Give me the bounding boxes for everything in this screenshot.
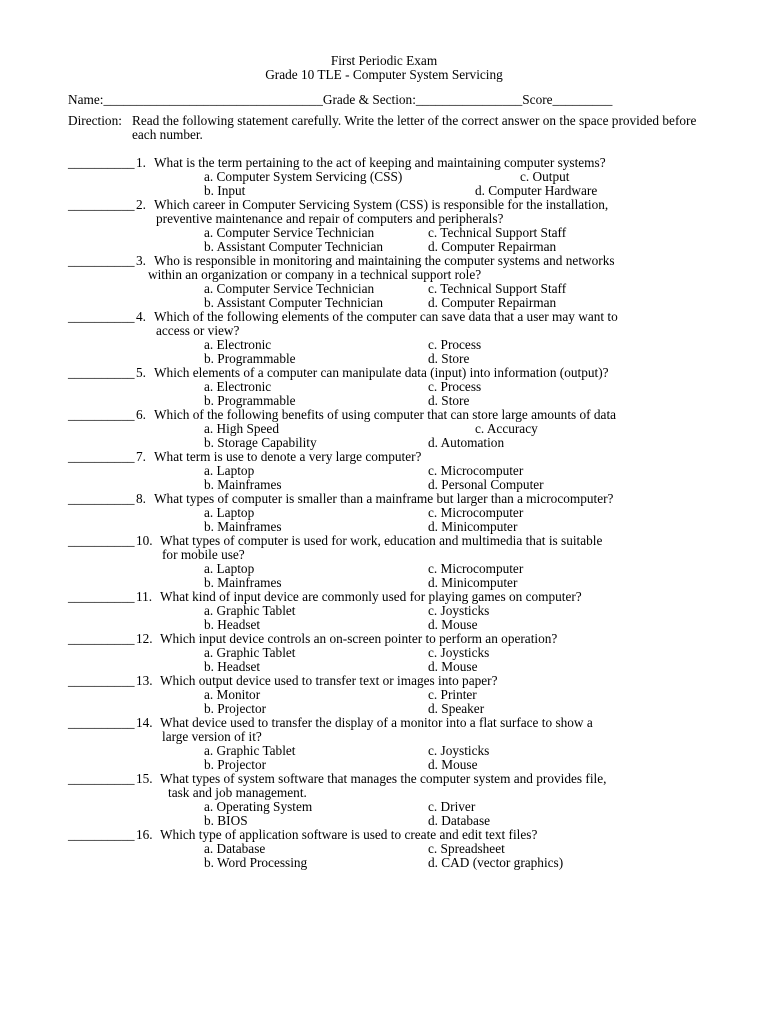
option-c: c. Spreadsheet — [428, 841, 505, 856]
answer-blank[interactable]: __________ — [68, 253, 135, 268]
question-stem-continued: preventive maintenance and repair of computers and peripherals? — [156, 211, 504, 226]
question-stem: Which output device used to transfer text or images into paper? — [160, 673, 498, 688]
option-row — [68, 464, 708, 478]
option-b: b. Headset — [204, 659, 261, 674]
question-line — [68, 198, 708, 212]
option-d: d. Computer Repairman — [428, 295, 557, 310]
option-row — [68, 422, 708, 436]
option-d: d. Mouse — [428, 757, 478, 772]
option-b: b. Headset — [204, 617, 261, 632]
student-info-line: Name:_________________________________Grade & Section:________________Score_________ — [68, 92, 613, 107]
question-line — [68, 828, 708, 842]
question-item — [68, 590, 708, 632]
question-stem-continued: task and job management. — [168, 785, 307, 800]
question-item — [68, 674, 708, 716]
option-d: d. Personal Computer — [428, 477, 544, 492]
question-stem: What types of computer is smaller than a mainframe but larger than a microcomputer? — [154, 491, 614, 506]
question-number: 16. — [136, 827, 153, 842]
option-a: a. Laptop — [204, 561, 255, 576]
question-item — [68, 366, 708, 408]
question-continuation — [68, 548, 708, 562]
question-item — [68, 492, 708, 534]
option-c: c. Microcomputer — [428, 463, 524, 478]
question-stem-continued: within an organization or company in a technical support role? — [148, 267, 482, 282]
question-line — [68, 716, 708, 730]
question-line — [68, 674, 708, 688]
answer-blank[interactable]: __________ — [68, 631, 135, 646]
option-row — [68, 296, 708, 310]
option-b: b. Mainframes — [204, 575, 282, 590]
option-a: a. Graphic Tablet — [204, 645, 296, 660]
answer-blank[interactable]: __________ — [68, 197, 135, 212]
option-c: c. Microcomputer — [428, 505, 524, 520]
question-number: 1. — [136, 155, 146, 170]
question-item — [68, 632, 708, 674]
question-number: 5. — [136, 365, 146, 380]
answer-blank[interactable]: __________ — [68, 589, 135, 604]
option-d: d. Computer Hardware — [475, 183, 598, 198]
option-d: d. Computer Repairman — [428, 239, 557, 254]
option-d: d. Minicomputer — [428, 575, 518, 590]
option-b: b. Word Processing — [204, 855, 308, 870]
option-a: a. Laptop — [204, 505, 255, 520]
option-a: a. Electronic — [204, 337, 272, 352]
option-a: a. Electronic — [204, 379, 272, 394]
option-row — [68, 394, 708, 408]
question-line — [68, 156, 708, 170]
option-row — [68, 184, 708, 198]
answer-blank[interactable]: __________ — [68, 365, 135, 380]
option-a: a. Computer Service Technician — [204, 281, 375, 296]
option-row — [68, 282, 708, 296]
answer-blank[interactable]: __________ — [68, 449, 135, 464]
option-c: c. Process — [428, 337, 482, 352]
question-line — [68, 492, 708, 506]
question-stem: What types of computer is used for work, education and multimedia that is suitable — [160, 533, 603, 548]
answer-blank[interactable]: __________ — [68, 673, 135, 688]
option-row — [68, 352, 708, 366]
question-number: 10. — [136, 533, 153, 548]
question-stem: What types of system software that manages the computer system and provides file, — [160, 771, 607, 786]
option-d: d. Database — [428, 813, 491, 828]
question-continuation — [68, 730, 708, 744]
option-row — [68, 562, 708, 576]
exam-title: First Periodic Exam — [330, 53, 438, 68]
option-c: c. Accuracy — [475, 421, 538, 436]
option-a: a. Laptop — [204, 463, 255, 478]
question-stem: Which career in Computer Servicing System (CSS) is responsible for the installation, — [154, 197, 609, 212]
question-stem-continued: for mobile use? — [162, 547, 245, 562]
question-number: 12. — [136, 631, 153, 646]
answer-blank[interactable]: __________ — [68, 491, 135, 506]
question-item — [68, 716, 708, 772]
option-d: d. Minicomputer — [428, 519, 518, 534]
option-row — [68, 618, 708, 632]
option-c: c. Microcomputer — [428, 561, 524, 576]
option-row — [68, 604, 708, 618]
option-row — [68, 338, 708, 352]
question-stem: Which elements of a computer can manipulate data (input) into information (output)? — [154, 365, 609, 380]
option-d: d. Store — [428, 393, 470, 408]
question-stem: What term is use to denote a very large computer? — [154, 449, 422, 464]
question-number: 8. — [136, 491, 146, 506]
answer-blank[interactable]: __________ — [68, 407, 135, 422]
question-stem: Which type of application software is used to create and edit text files? — [160, 827, 538, 842]
option-row — [68, 506, 708, 520]
option-b: b. Assistant Computer Technician — [204, 239, 384, 254]
question-item — [68, 310, 708, 366]
question-number: 7. — [136, 449, 146, 464]
option-b: b. Projector — [204, 757, 267, 772]
option-c: c. Technical Support Staff — [428, 281, 567, 296]
option-b: b. Mainframes — [204, 519, 282, 534]
option-a: a. Graphic Tablet — [204, 743, 296, 758]
option-a: a. High Speed — [204, 421, 279, 436]
option-d: d. Mouse — [428, 659, 478, 674]
question-list — [68, 156, 708, 870]
question-line — [68, 590, 708, 604]
option-c: c. Process — [428, 379, 482, 394]
answer-blank[interactable]: __________ — [68, 533, 135, 548]
option-a: a. Graphic Tablet — [204, 603, 296, 618]
question-stem: Who is responsible in monitoring and maintaining the computer systems and networks — [154, 253, 615, 268]
question-line — [68, 254, 708, 268]
option-c: c. Printer — [428, 687, 477, 702]
option-row — [68, 240, 708, 254]
question-stem: Which of the following elements of the computer can save data that a user may want to — [154, 309, 618, 324]
option-row — [68, 170, 708, 184]
question-number: 14. — [136, 715, 153, 730]
answer-blank[interactable]: __________ — [68, 155, 135, 170]
option-row — [68, 660, 708, 674]
option-b: b. Mainframes — [204, 477, 282, 492]
answer-blank[interactable]: __________ — [68, 771, 135, 786]
option-row — [68, 744, 708, 758]
question-number: 15. — [136, 771, 153, 786]
option-b: b. BIOS — [204, 813, 248, 828]
option-row — [68, 758, 708, 772]
question-stem: What is the term pertaining to the act of keeping and maintaining computer systems? — [154, 155, 606, 170]
question-stem: What device used to transfer the display of a monitor into a flat surface to show a — [160, 715, 593, 730]
question-number: 2. — [136, 197, 146, 212]
question-stem: Which of the following benefits of using computer that can store large amounts of data — [154, 407, 617, 422]
option-row — [68, 814, 708, 828]
question-line — [68, 310, 708, 324]
option-b: b. Programmable — [204, 393, 296, 408]
question-stem: What kind of input device are commonly used for playing games on computer? — [160, 589, 582, 604]
question-number: 11. — [136, 589, 153, 604]
question-number: 3. — [136, 253, 146, 268]
option-d: d. Mouse — [428, 617, 478, 632]
option-a: a. Operating System — [204, 799, 313, 814]
question-number: 6. — [136, 407, 146, 422]
question-line — [68, 366, 708, 380]
question-continuation — [68, 786, 708, 800]
question-item — [68, 828, 708, 870]
option-c: c. Joysticks — [428, 603, 490, 618]
option-row — [68, 520, 708, 534]
option-row — [68, 380, 708, 394]
option-a: a. Computer Service Technician — [204, 225, 375, 240]
option-c: c. Joysticks — [428, 743, 490, 758]
option-row — [68, 702, 708, 716]
question-item — [68, 254, 708, 310]
option-row — [68, 842, 708, 856]
option-b: b. Input — [204, 183, 246, 198]
option-a: a. Database — [204, 841, 266, 856]
option-b: b. Programmable — [204, 351, 296, 366]
question-line — [68, 408, 708, 422]
question-stem: Which input device controls an on-screen pointer to perform an operation? — [160, 631, 558, 646]
question-line — [68, 772, 708, 786]
option-row — [68, 436, 708, 450]
option-row — [68, 576, 708, 590]
answer-blank[interactable]: __________ — [68, 309, 135, 324]
direction-label: Direction: — [68, 113, 122, 128]
question-line — [68, 450, 708, 464]
question-item — [68, 772, 708, 828]
question-stem-continued: large version of it? — [162, 729, 262, 744]
option-d: d. Store — [428, 351, 470, 366]
direction-text: Read the following statement carefully. Write the letter of the correct answer on the space provided before each number. — [132, 113, 697, 142]
answer-blank[interactable]: __________ — [68, 715, 135, 730]
question-continuation — [68, 324, 708, 338]
option-a: a. Monitor — [204, 687, 261, 702]
option-b: b. Projector — [204, 701, 267, 716]
question-continuation — [68, 212, 708, 226]
question-item — [68, 450, 708, 492]
question-item — [68, 408, 708, 450]
option-c: c. Driver — [428, 799, 476, 814]
question-line — [68, 632, 708, 646]
option-row — [68, 226, 708, 240]
question-stem-continued: access or view? — [156, 323, 240, 338]
option-row — [68, 646, 708, 660]
question-line — [68, 534, 708, 548]
option-c: c. Output — [520, 169, 570, 184]
question-number: 13. — [136, 673, 153, 688]
option-a: a. Computer System Servicing (CSS) — [204, 169, 403, 184]
option-row — [68, 478, 708, 492]
option-c: c. Technical Support Staff — [428, 225, 567, 240]
answer-blank[interactable]: __________ — [68, 827, 135, 842]
option-b: b. Storage Capability — [204, 435, 317, 450]
option-row — [68, 800, 708, 814]
question-item — [68, 534, 708, 590]
question-number: 4. — [136, 309, 146, 324]
option-d: d. Automation — [428, 435, 505, 450]
option-row — [68, 688, 708, 702]
option-c: c. Joysticks — [428, 645, 490, 660]
exam-subtitle: Grade 10 TLE - Computer System Servicing — [265, 67, 503, 82]
question-item — [68, 156, 708, 198]
option-row — [68, 856, 708, 870]
option-d: d. Speaker — [428, 701, 485, 716]
option-d: d. CAD (vector graphics) — [428, 855, 564, 870]
question-item — [68, 198, 708, 254]
option-b: b. Assistant Computer Technician — [204, 295, 384, 310]
question-continuation — [68, 268, 708, 282]
